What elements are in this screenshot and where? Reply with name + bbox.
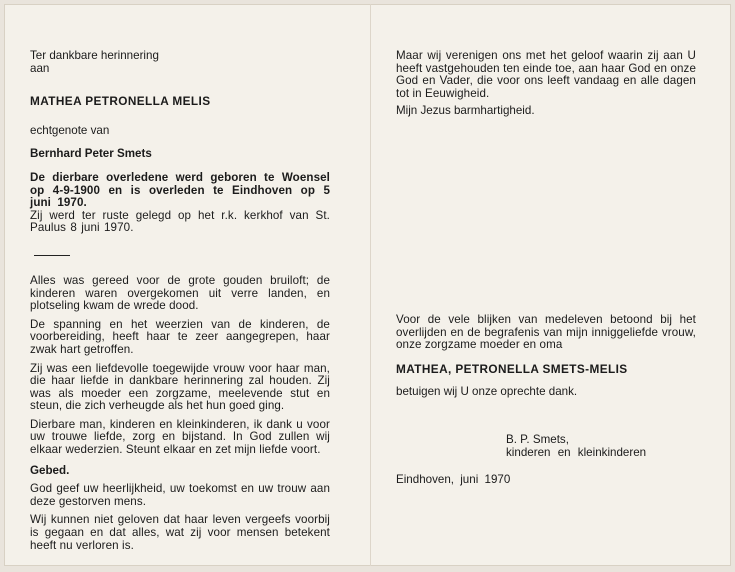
- thanks-paragraph: Voor de vele blijken van medeleven betoond bij het overlijden en de begrafenis van mijn inniggeliefde vrouw, onze zorgzame moeder en oma: [396, 312, 696, 352]
- paragraph: Alles was gereed voor de grote gouden bruiloft; de kinderen waren overgekomen uit verre landen, en plotseling kwam de wrede dood.: [30, 273, 330, 313]
- paragraph: Zij was een liefdevolle toegewijde vrouw voor haar man, die haar liefde in dankbare herinnering zal houden. Zij was als moeder een zorgzame, meelevende stut en steun, die zich verheugde als het hun goed ging.: [30, 361, 330, 413]
- thanks-line: betuigen wij U onze oprechte dank.: [396, 385, 578, 399]
- intro-line: Ter dankbare herinnering: [30, 49, 159, 62]
- deceased-name: MATHEA PETRONELLA MELIS: [30, 94, 211, 109]
- burial-paragraph: Zij werd ter ruste gelegd op het r.k. kerkhof van St. Paulus 8 juni 1970.: [30, 208, 330, 235]
- closing-prayer: Mijn Jezus barmhartigheid.: [396, 104, 535, 118]
- fold-line: [370, 4, 371, 566]
- left-page: [30, 50, 330, 558]
- prayer-heading: Gebed.: [30, 463, 70, 477]
- spouse-name: Bernhard Peter Smets: [30, 147, 152, 161]
- deceased-full-name: MATHEA, PETRONELLA SMETS-MELIS: [396, 361, 628, 376]
- signature-name: B. P. Smets,: [506, 433, 569, 446]
- place-date: Eindhoven, juni 1970: [396, 473, 511, 486]
- spouse-intro: echtgenote van: [30, 123, 110, 137]
- right-page: [396, 50, 696, 399]
- birth-paragraph: De dierbare overledene werd geboren te Woensel op 4-9-1900 en is overleden te Eindhoven op 5 juni 1970.: [30, 170, 330, 210]
- intro-line-aan: aan: [30, 61, 50, 75]
- prayer-paragraph: Wij kunnen niet geloven dat haar leven vergeefs voorbij is gegaan en dat alles, wat zij voor mensen betekent heeft nu verloren is.: [30, 513, 330, 552]
- paragraph: Dierbare man, kinderen en kleinkinderen, ik dank u voor uw trouwe liefde, zorg en bijstand. In God zullen wij elkaar wederzien. Steunt elkaar en zet mijn liefde voort.: [30, 417, 330, 457]
- divider-rule: [34, 255, 70, 256]
- prayer-paragraph: Maar wij verenigen ons met het geloof waarin zij aan U heeft vastgehouden ten einde toe, aan haar God en onze God en Vader, die voor ons leeft vandaag en alle dagen tot in Eeuwigheid.: [396, 49, 696, 100]
- prayer-paragraph: God geef uw heerlijkheid, uw toekomst en uw trouw aan deze gestorven mens.: [30, 482, 330, 508]
- signature-family: kinderen en kleinkinderen: [506, 446, 647, 459]
- paragraph: De spanning en het weerzien van de kinderen, de voorbereiding, heeft haar te zeer aangegrepen, haar zwak hart getroffen.: [30, 317, 330, 356]
